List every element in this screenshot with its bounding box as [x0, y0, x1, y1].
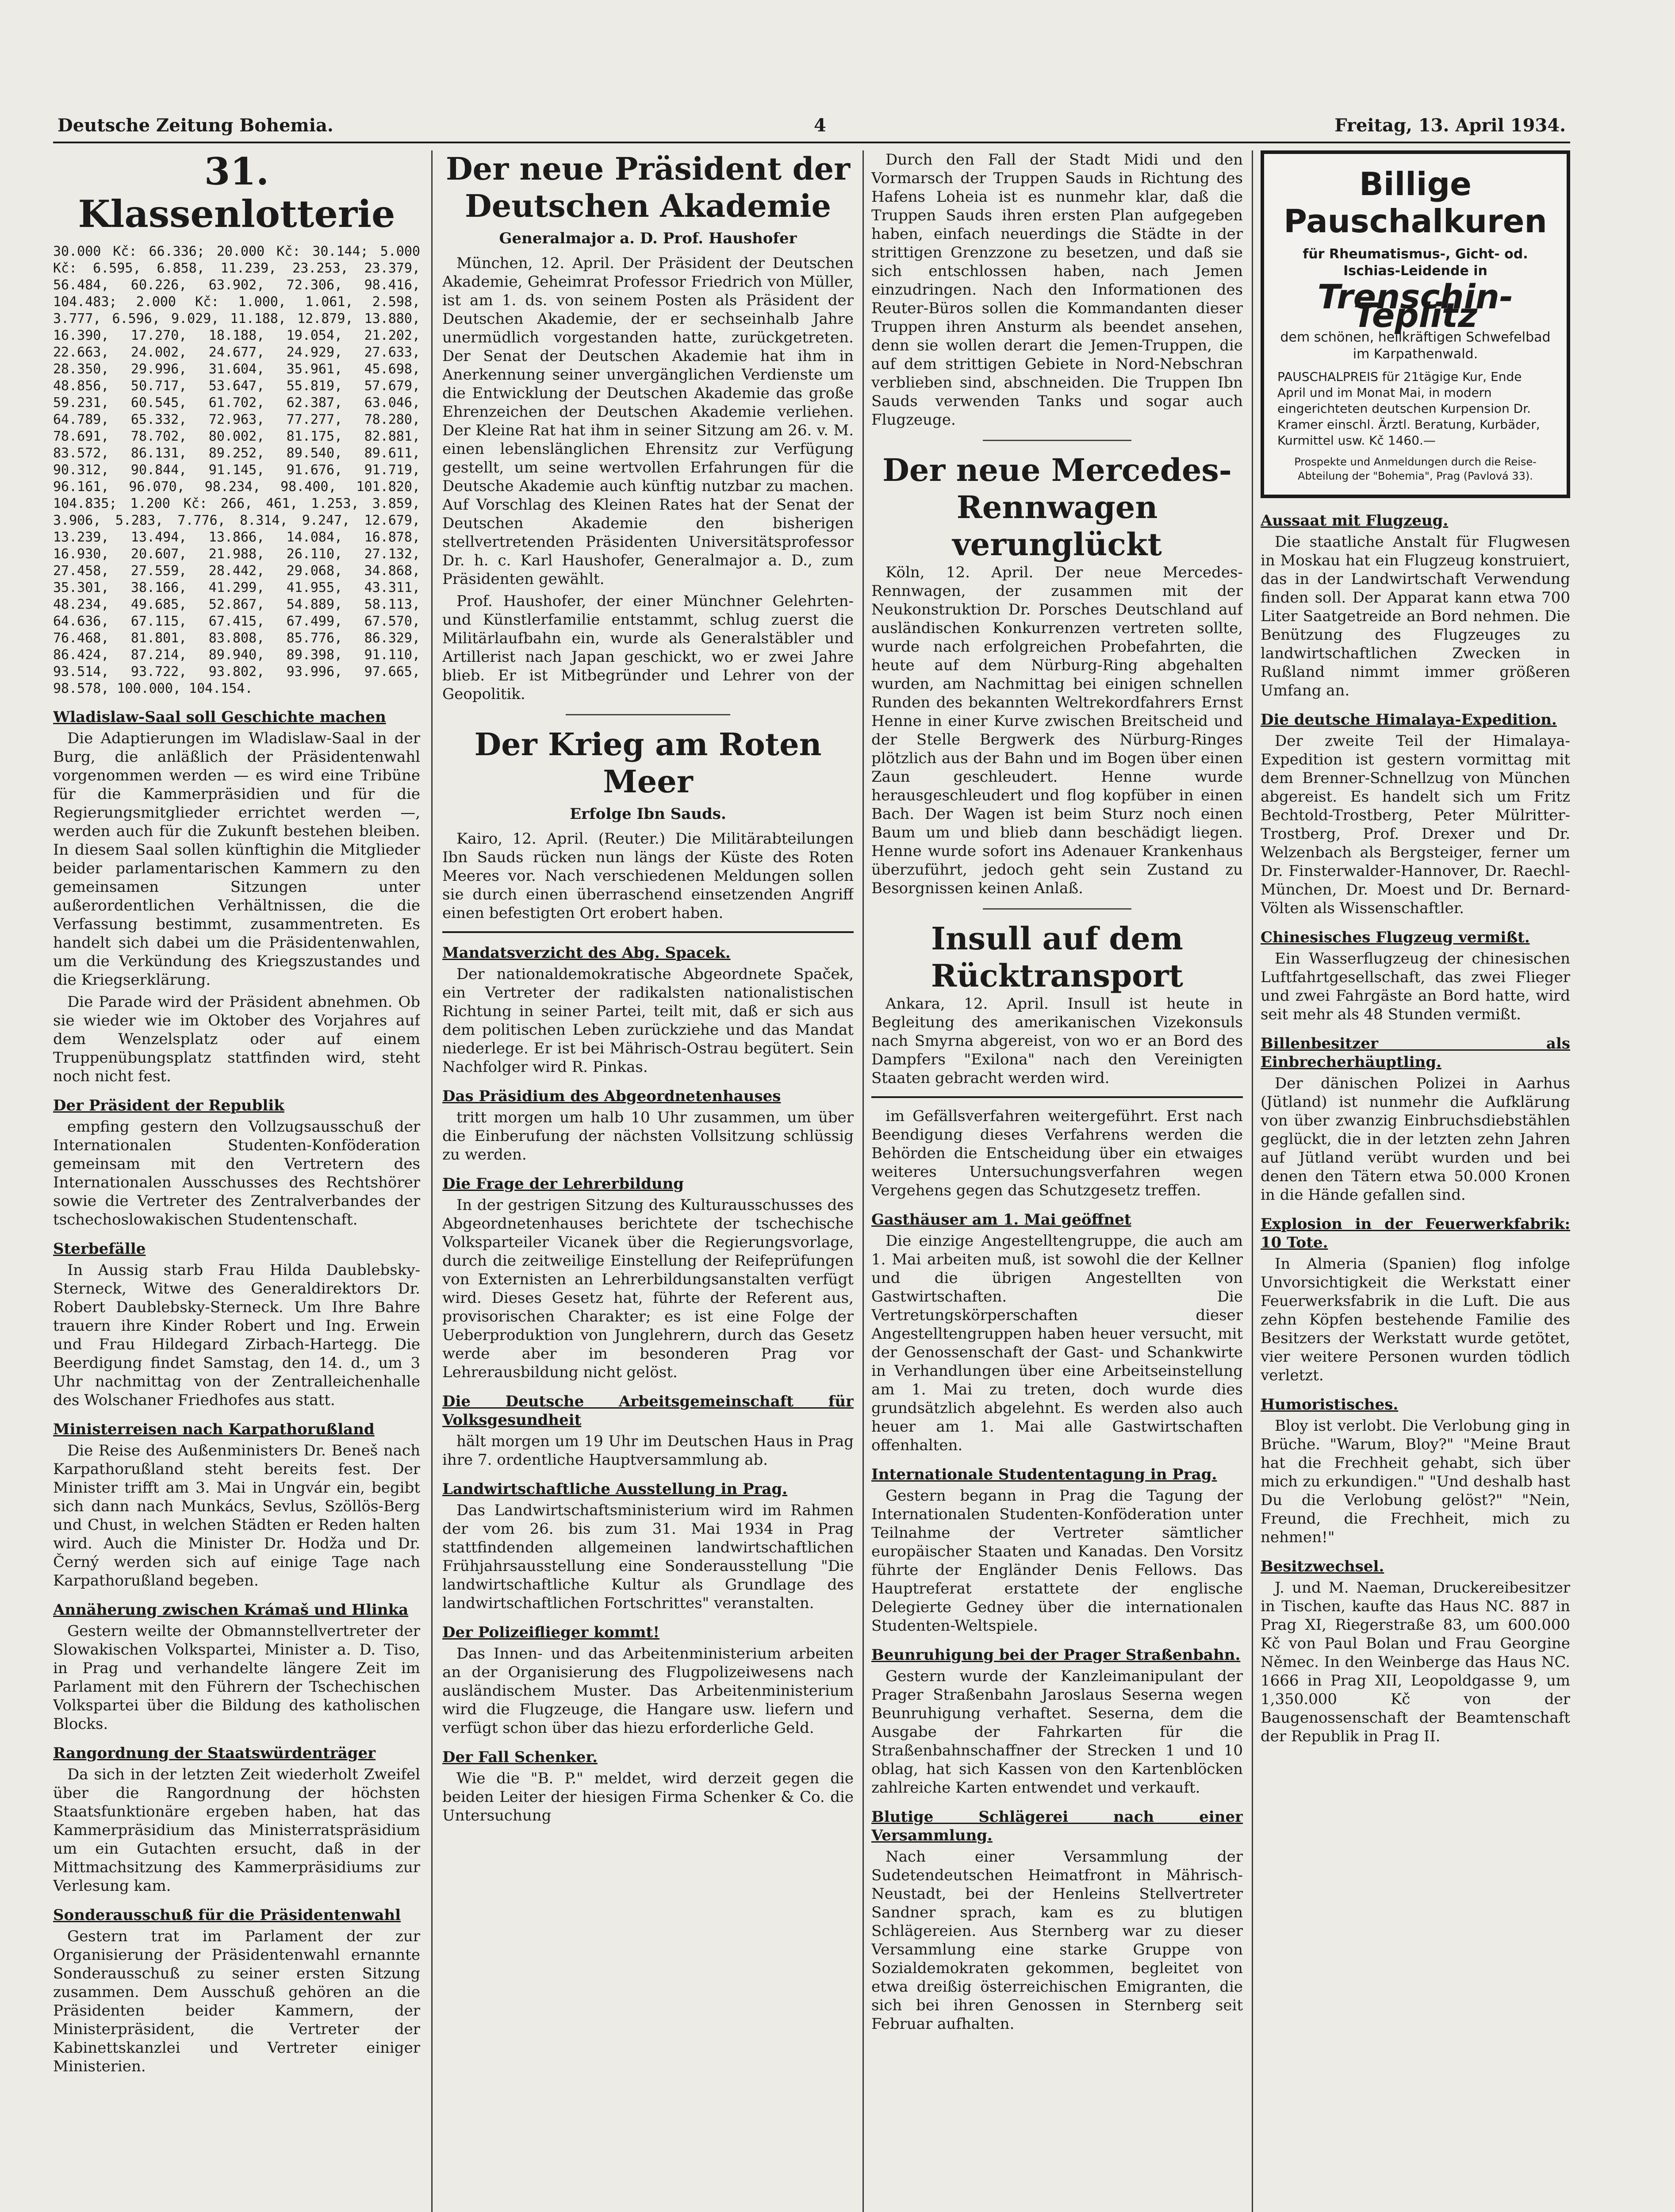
article-body: Das Landwirtschaftsministerium wird im Rahmen der vom 26. bis zum 31. Mai 1934 in Prag stattfindenden allgemeinen landwirtschaftlichen Frühjahrsausstellung eine Sonderausstellung "Die landwirtschaftliche Kultur als Grundlage des landwirtschaftlichen Fortschrittes" veranstalten. — [442, 1502, 854, 1612]
article-kicker: Die deutsche Himalaya-Expedition. — [1261, 711, 1557, 729]
article-body: Bloy ist verlobt. Die Verlobung ging in Brüche. "Warum, Bloy?" "Meine Braut hat die Frechheit gehabt, sich über mich zu erkundigen." "Und deshalb hast Du die Verlobung gelöst?" "Nein, Freund, die Frechheit, mich zu nehmen!" — [1261, 1417, 1570, 1546]
column-3 — [871, 150, 1243, 2212]
article-kicker: Gasthäuser am 1. Mai geöffnet — [871, 1211, 1131, 1229]
article-body: Köln, 12. April. Der neue Mercedes-Rennwagen, der zusammen mit der Neukonstruktion Dr. Porsches Deutschland auf ausländischen Konkurrenzen vertreten sollte, wurde nach erfolgreichen Probefahrten, die heute auf dem Nürburg-Ring abgehalten wurden, am Nachmittag bei einigen schnellen Runden des bekannten Weltrekordfahrers Ernst Henne in einer Kurve zwischen Breitscheid und der Stelle Bergwerk des Nürburg-Ringes plötzlich aus der Bahn und im Bogen über einen Zaun geschleudert. Henne wurde herausgeschleudert und flog kopfüber in einen Bach. Der Wagen ist beim Sturz noch einen Baum um und blieb dann beschädigt liegen. Henne wurde sofort ins Adenauer Krankenhaus überzuführt, jedoch geht sein Zustand zu Besorgnissen keinen Anlaß. — [871, 564, 1243, 897]
column-divider — [862, 150, 864, 2212]
ad-footer: Prospekte und Anmeldungen durch die Reise-Abteilung der "Bohemia", Prag (Pavlová 33). — [1294, 456, 1537, 482]
article-kicker: Die Deutsche Arbeitsgemeinschaft für Volksgesundheit — [442, 1393, 854, 1429]
article-kicker: Humoristisches. — [1261, 1396, 1399, 1413]
article-kicker: Blutige Schlägerei nach einer Versammlung. — [871, 1808, 1243, 1844]
newspaper-name: Deutsche Zeitung Bohemia. — [57, 115, 333, 136]
article-kicker: Der Polizeiflieger kommt! — [442, 1624, 660, 1641]
article-subhead: Erfolge Ibn Sauds. — [570, 805, 726, 823]
article-body: Die einzige Angestelltengruppe, die auch am 1. Mai arbeiten muß, ist sowohl die der Kellner und die übrigen Angestellten von Gastwirtschaften. Die Vertretungskörperschaften dieser Angestelltengruppen haben heuer versucht, mit der Genossenschaft der Gast- und Schankwirte in Verhandlungen über eine Arbeitseinstellung am 1. Mai zu treten, doch wurde dies grundsätzlich abgelehnt. Es werden also auch heuer am 1. Mai alle Gastwirtschaften offenhalten. — [871, 1232, 1243, 1454]
article-kicker: Chinesisches Flugzeug vermißt. — [1261, 929, 1530, 946]
ad-description: dem schönen, heilkräftigen Schwefelbad im Karpathenwald. — [1280, 330, 1551, 362]
article-body: Gestern begann in Prag die Tagung der Internationalen Studenten-Konföderation unter Teilnahme der Vertreter sämtlicher europäischer Staaten und Kanadas. Den Vorsitz führte der Engländer Denis Fellows. Das Hauptreferat erstattete der englische Delegierte Gedney über die internationalen Studenten-Weltspiele. — [871, 1487, 1243, 1635]
article-body: hält morgen um 19 Uhr im Deutschen Haus in Prag ihre 7. ordentliche Hauptversammlung ab. — [442, 1432, 854, 1469]
ad-headline: Billige Pauschalkuren — [1284, 165, 1547, 240]
article-body: Die Reise des Außenministers Dr. Beneš nach Karpathorußland steht bereits fest. Der Minister trifft am 3. Mai in Ungvár ein, begibt sich dann nach Munkács, Sevlus, Szöllös-Berg und Chust, in welchen Städten er Reden halten wird. Auch die Minister Dr. Hodža und Dr. Černý werden sich auf einige Tage nach Karpathorußland begeben. — [53, 1442, 420, 1590]
lottery-numbers: 30.000 Kč: 66.336; 20.000 Kč: 30.144; 5.000 Kč: 6.595, 6.858, 11.239, 23.253, 23.379, 56.484, 60.226, 63.902, 72.306, 98.416, 104.483; 2.000 Kč: 1.000, 1.061, 2.598, 3.777, 6.596, 9.029, 11.188, 12.879, 13.880, 16.390, 17.270, 18.188, 19.054, 21.202, 22.663, 24.002, 24.677, 24.929, 27.633, 28.350, 29.996, 31.604, 35.961, 45.698, 48.856, 50.717, 53.647, 55.819, 57.679, 59.231, 60.545, 61.702, 62.387, 63.046, 64.789, 65.332, 72.963, 77.277, 78.280, 78.691, 78.702, 80.002, 81.175, 82.881, 83.572, 86.131, 89.252, 89.540, 89.611, 90.312, 90.844, 91.145, 91.676, 91.719, 96.161, 96.070, 98.234, 98.400, 101.820, 104.835; 1.200 Kč: 266, 461, 1.253, 3.859, 3.906, 5.283, 7.776, 8.314, 9.247, 12.679, 13.239, 13.494, 13.866, 14.084, 16.878, 16.930, 20.607, 21.988, 26.110, 27.132, 27.458, 27.559, 28.442, 29.068, 34.868, 35.301, 38.166, 41.299, 41.955, 43.311, 48.234, 49.685, 52.867, 54.889, 58.113, 64.636, 67.115, 67.415, 67.499, 67.570, 76.468, 81.801, 83.808, 85.776, 86.329, 86.424, 87.214, 89.940, 89.398, 91.110, 93.514, 93.722, 93.802, 93.996, 97.665, 98.578, 100.000, 104.154. — [53, 244, 420, 696]
article-kicker: Besitzwechsel. — [1261, 1558, 1384, 1575]
ad-price: PAUSCHALPREIS für 21tägige Kur, Ende April und im Monat Mai, in modern eingerichteten deutschen Kurpension Dr. Kramer einschl. Ärztl. Beratung, Kurbäder, Kurmittel usw. Kč 1460.— — [1277, 369, 1540, 448]
article-kicker: Wladislaw-Saal soll Geschichte machen — [53, 708, 386, 726]
column-2 — [442, 150, 854, 2212]
article-body: Da sich in der letzten Zeit wiederholt Zweifel über die Rangordnung der höchsten Staatsfunktionäre ergeben haben, hat das Kammerpräsidium das Ministerratspräsidium um ein Gutachten ersucht, daß in der Mittmachsitzung des Kammerpräsidiums zur Verlesung kam. — [53, 1766, 420, 1895]
separator — [566, 714, 730, 715]
article-headline: Der neue Präsident der Deutschen Akademie — [445, 150, 851, 224]
article-body: In der gestrigen Sitzung des Kulturausschusses des Abgeordnetenhauses berichtete der tschechische Volksparteiler Vicanek über die Regierungsvorlage, durch die zeitweilige Einstellung der Reifeprüfungen von Externisten an Lehrerbildungsanstalten verfügt wird. Dieses Gesetz hat, führte der Referent aus, provisorischen Charakter; es ist eine Folge der Ueberproduktion von Junglehrern, durch das Gesetz werde aber im besonderen Prag vor Lehrerausbildung nicht gelöst. — [442, 1196, 854, 1381]
article-kicker: Rangordnung der Staatswürdenträger — [53, 1744, 376, 1762]
separator — [983, 908, 1131, 910]
column-divider — [1252, 150, 1253, 2212]
article-headline: Insull auf dem Rücktransport — [931, 920, 1183, 994]
article-kicker: Sterbefälle — [53, 1240, 146, 1258]
article-body: Wie die "B. P." meldet, wird derzeit gegen die beiden Leiter der hiesigen Firma Schenker & Co. die Untersuchung — [442, 1770, 854, 1824]
column-divider — [431, 150, 433, 2212]
separator — [983, 440, 1131, 441]
article-body: Ein Wasserflugzeug der chinesischen Luftfahrtgesellschaft, das zwei Flieger und zwei Fahrgäste an Bord hatte, wird seit mehr als 48 Stunden vermißt. — [1261, 950, 1570, 1023]
page-number: 4 — [814, 115, 826, 136]
article-body: Prof. Haushofer, der einer Münchner Gelehrten- und Künstlerfamilie entstammt, schlug zuerst die Militärlaufbahn ein, wurde als Generalstäbler und Artillerist nach Japan geschickt, wo er zwei Jahre blieb. Er ist Mitbegründer und Lehrer von der Geopolitik. — [442, 592, 854, 703]
header-rule — [53, 142, 1570, 143]
article-kicker: Billenbesitzer als Einbrecherhäuptling. — [1261, 1035, 1570, 1071]
article-body: Der dänischen Polizei in Aarhus (Jütland) ist nunmehr die Aufklärung von über zwanzig Einbruchsdiebstählen geglückt, die in der letzten zehn Jahren auf Jütland verübt wurden und bei denen den Tätern etwa 50.000 Kronen in die Hände gefallen sind. — [1261, 1075, 1570, 1204]
article-kicker: Aussaat mit Flugzeug. — [1261, 512, 1449, 530]
column-4 — [1261, 150, 1570, 2212]
article-body: Ankara, 12. April. Insull ist heute in Begleitung des amerikanischen Vizekonsuls nach Smyrna abgereist, von wo er an Bord des Dampfers "Exilona" nach den Vereinigten Staaten gebracht werden wird. — [871, 995, 1243, 1087]
article-headline: Der Krieg am Roten Meer — [474, 726, 822, 800]
article-body: Gestern trat im Parlament der zur Organisierung der Präsidentenwahl ernannte Sonderausschuß zu seiner ersten Sitzung zusammen. Dem Ausschuß gehören an die Präsidenten beider Kammern, der Ministerpräsident, die Vertreter der Kabinettskanzlei und Vertreter einiger Ministerien. — [53, 1928, 420, 2075]
article-body: Die Adaptierungen im Wladislaw-Saal in der Burg, die anläßlich der Präsidentenwahl vorgenommen werden — es wird eine Tribüne für die Kammerpräsidien und für die Regierungsmitglieder errichtet werden —, werden auch für die Zukunft bestehen bleiben. In diesem Saal sollen künftighin die Mitglieder beider parlamentarischen Kammern zu den gemeinsamen Sitzungen unter außerordentlichen Verhältnissen, die die Verfassung bestimmt, zusammentreten. Es handelt sich dabei um die Präsidentenwahlen, um die Verkündung des Kriegszustandes und die Kriegserklärung. — [53, 730, 420, 989]
section-rule — [871, 1096, 1243, 1098]
article-kicker: Beunruhigung bei der Prager Straßenbahn. — [871, 1646, 1241, 1664]
lottery-headline: 31. Klassenlotterie — [78, 150, 395, 236]
article-kicker: Explosion in der Feuerwerkfabrik: 10 Tote. — [1261, 1215, 1570, 1252]
article-body: Nach einer Versammlung der Sudetendeutschen Heimatfront in Mährisch-Neustadt, bei der Henleins Stellvertreter Sandner sprach, kam es zu blutigen Schlägereien. Aus Sternberg war zu dieser Versammlung eine starke Gruppe von Sozialdemokraten gekommen, begleitet von etwa dreißig österreichischen Emigranten, die sich bei ihren Genossen in Sternberg seit Februar aufhalten. — [871, 1848, 1243, 2033]
article-body: München, 12. April. Der Präsident der Deutschen Akademie, Geheimrat Professor Friedrich von Müller, ist am 1. ds. von seinem Posten als Präsident der Deutschen Akademie, der er sechseinhalb Jahre unermüdlich vorgestanden hatte, zurückgetreten. Der Senat der Deutschen Akademie hat ihm in Anerkennung seiner unvergänglichen Verdienste um die Entwicklung der Deutschen Akademie das große Ehrenzeichen der Deutschen Akademie verliehen. Der Kleine Rat hat ihm in seiner Sitzung am 26. v. M. einen lebenslänglichen Ehrensitz zur Verfügung gestellt, um seine wertvollen Erfahrungen für die Deutsche Akademie auch künftig nutzbar zu machen. Auf Vorschlag des Kleinen Rates hat der Senat der Deutschen Akademie den bisherigen stellvertretenden Präsidenten Universitätsprofessor Dr. h. c. Karl Haushofer, Generalmajor a. D., zum Präsidenten gewählt. — [442, 254, 854, 588]
advertisement-box — [1261, 150, 1570, 498]
article-kicker: Der Präsident der Republik — [53, 1097, 284, 1114]
article-kicker: Die Frage der Lehrerbildung — [442, 1175, 684, 1193]
article-body: In Almeria (Spanien) flog infolge Unvorsichtigkeit die Werkstatt einer Feuerwerksfabrik in die Luft. Die aus zehn Köpfen bestehende Familie des Besitzers der Werkstatt wurde getötet, vier weitere Personen wurden tödlich verletzt. — [1261, 1255, 1570, 1384]
article-body: tritt morgen um halb 10 Uhr zusammen, um über die Einberufung der nächsten Vollsitzung schlüssig zu werden. — [442, 1109, 854, 1164]
article-kicker: Annäherung zwischen Krámaš und Hlinka — [53, 1601, 409, 1619]
article-kicker: Sonderausschuß für die Präsidentenwahl — [53, 1906, 401, 1924]
article-body: Die Parade wird der Präsident abnehmen. Ob sie wieder wie im Oktober des Vorjahres auf dem Wenzelsplatz oder auf einem Truppenübungsplatz stattfinden wird, steht noch nicht fest. — [53, 993, 420, 1085]
article-headline: Der neue Mercedes-Rennwagen verunglückt — [882, 452, 1232, 563]
article-body: Gestern wurde der Kanzleimanipulant der Prager Straßenbahn Jaroslaus Seserna wegen Beunruhigung verhaftet. Seserna, dem die Ausgabe der Fahrkarten für die Straßenbahnschaffner der Strecken 1 und 10 oblag, hat sich Kassen von den Kartenblöcken zahlreiche Karten entwendet und verkauft. — [871, 1667, 1243, 1797]
article-kicker: Das Präsidium des Abgeordnetenhauses — [442, 1087, 781, 1105]
newspaper-page — [53, 111, 1570, 2212]
article-body: Der nationaldemokratische Abgeordnete Spaček, ein Vertreter der radikalsten nationalistischen Richtung in seiner Partei, teilt mit, daß er sich aus dem politischen Leben zurückziehe und das Mandat niederlege. Er ist bei Mährisch-Ostrau begütert. Sein Nachfolger wird R. Pinkas. — [442, 965, 854, 1076]
article-subhead: Generalmajor a. D. Prof. Haushofer — [499, 230, 797, 247]
article-kicker: Ministerreisen nach Karpathorußland — [53, 1421, 375, 1438]
ad-audience: für Rheumatismus-, Gicht- od. Ischias-Leidende in — [1303, 246, 1528, 279]
article-body: Das Innen- und das Arbeitenministerium arbeiten an der Organisierung des Flugpolizeiwesens nach ausländischem Muster. Das Arbeitenministerium wird die Flugzeuge, die Hangare usw. liefern und verfügt schon über das hiezu erforderliche Geld. — [442, 1645, 854, 1737]
article-body: im Gefällsverfahren weitergeführt. Erst nach Beendigung dieses Verfahrens werden die Behörden die Entscheidung über ein etwaiges weiteres Untersuchungsverfahren wegen Vergehens gegen das Schutzgesetz treffen. — [871, 1107, 1243, 1199]
article-body: empfing gestern den Vollzugsausschuß der Internationalen Studenten-Konföderation gemeinsam mit den Vertretern des Internationalen Ausschusses des Rechtshörer sowie die Vertreter des Zentralverbandes der tschechoslowakischen Studentenschaft. — [53, 1118, 420, 1229]
article-body: Der zweite Teil der Himalaya-Expedition ist gestern vormittag mit dem Brenner-Schnellzug von München abgereist. Es handelt sich um Fritz Bechtold-Trostberg, Peter Mülritter-Trostberg, Prof. Drexer und Dr. Welzenbach als Bergsteiger, ferner um Dr. Finsterwalder-Hannover, Dr. Raechl-München, Dr. Moest und Dr. Bernard-Völten als Wissenschaftler. — [1261, 732, 1570, 917]
article-body: Gestern weilte der Obmannstellvertreter der Slowakischen Volkspartei, Minister a. D. Tiso, in Prag und verhandelte längere Zeit im Parlament mit den Führern der Tschechischen Volkspartei über die Bildung des katholischen Blocks. — [53, 1622, 420, 1733]
article-body: Durch den Fall der Stadt Midi und den Vormarsch der Truppen Sauds in Richtung des Hafens Loheia ist es nunmehr klar, daß die Truppen Sauds ihren ersten Plan aufgegeben haben, einfach neuerdings die Städte in der strittigen Grenzzone zu besetzen, und daß sie sich entschlossen haben, nach Jemen einzudringen. Nach den Informationen des Reuter-Büros sollen die Kommandanten dieser Truppen ihren Ansturm als beendet ansehen, denn sie wollen derart die Jemen-Truppen, die auf dem strittigen Gebiete in Nord-Nebschran verblieben sind, abschneiden. Die Truppen Ibn Sauds verwenden Tanks und sogar auch Flugzeuge. — [871, 151, 1243, 429]
article-body: Kairo, 12. April. (Reuter.) Die Militärabteilungen Ibn Sauds rücken nun längs der Küste des Roten Meeres vor. Nach verschiedenen Meldungen sollen sie durch einen überraschend einsetzenden Angriff einen befestigten Ort erobert haben. — [442, 830, 854, 922]
running-header — [53, 111, 1570, 142]
column-1 — [53, 150, 420, 2212]
article-kicker: Der Fall Schenker. — [442, 1748, 598, 1766]
article-kicker: Landwirtschaftliche Ausstellung in Prag. — [442, 1480, 788, 1498]
article-kicker: Internationale Studententagung in Prag. — [871, 1466, 1217, 1483]
ad-place: Trenschin-Teplitz — [1317, 277, 1514, 335]
article-body: J. und M. Naeman, Druckereibesitzer in Tischen, kaufte das Haus NC. 887 in Prag XI, Riegerstraße 83, um 600.000 Kč von Paul Bolan und Frau Georgine Němec. In den Weinberge das Haus NC. 1666 in Prag XII, Leopoldgasse 9, um 1,350.000 Kč von der Baugenossenschaft der Beamtenschaft der Republik in Prag II. — [1261, 1579, 1570, 1745]
issue-date: Freitag, 13. April 1934. — [1334, 115, 1566, 136]
article-body: Die staatliche Anstalt für Flugwesen in Moskau hat ein Flugzeug konstruiert, das in der Landwirtschaft Verwendung finden soll. Der Apparat kann etwa 700 Liter Saatgetreide an Bord nehmen. Die Benützung des Flugzeuges zu landwirtschaftlichen Zwecken in Rußland nimmt immer größeren Umfang an. — [1261, 533, 1570, 699]
article-body: In Aussig starb Frau Hilda Daublebsky-Sterneck, Witwe des Generaldirektors Dr. Robert Daublebsky-Sterneck. Um Ihre Bahre trauern ihre Kinder Robert und Ing. Erwein und Frau Hildegard Zirbach-Hartegg. Die Beerdigung findet Samstag, den 14. d., um 3 Uhr nachmittag von der Zentralleichenhalle des Wolschaner Friedhofes aus statt. — [53, 1261, 420, 1409]
section-rule — [442, 931, 854, 933]
article-kicker: Mandatsverzicht des Abg. Spacek. — [442, 944, 731, 962]
